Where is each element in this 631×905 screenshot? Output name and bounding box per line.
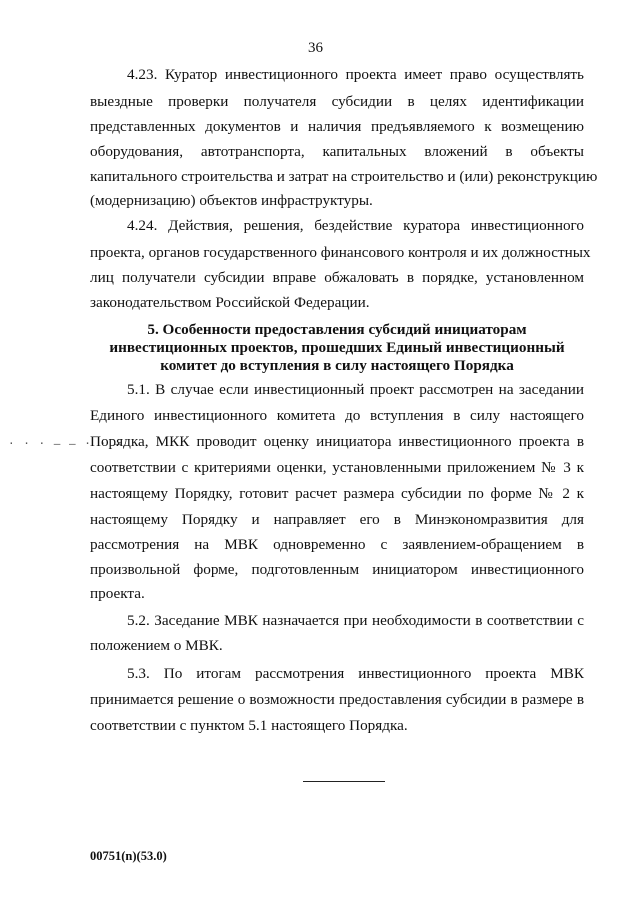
paragraph-5-3-line: соответствии с пунктом 5.1 настоящего Порядка. [90, 717, 408, 734]
paragraph-4-23-line: представленных документов и наличия предъявляемого к возмещению [90, 118, 584, 135]
scan-margin-mark: · · · — — · · — [8, 437, 123, 450]
paragraph-4-23-line: 4.23. Куратор инвестиционного проекта имеет право осуществлять [127, 66, 584, 83]
paragraph-5-1-line: соответствии с критериями оценки, установленными приложением № 3 к [90, 459, 584, 476]
paragraph-5-1-line: настоящему Порядку и направляет его в Минэкономразвития для [90, 511, 584, 528]
paragraph-5-3-line: 5.3. По итогам рассмотрения инвестиционного проекта МВК [127, 665, 584, 682]
paragraph-5-1-line: 5.1. В случае если инвестиционный проект рассмотрен на заседании [127, 381, 584, 398]
paragraph-5-1-line: Порядка, МКК проводит оценку инициатора инвестиционного проекта в [90, 433, 584, 450]
paragraph-5-2-line: положением о МВК. [90, 637, 223, 654]
document-code: 00751(n)(53.0) [90, 849, 167, 863]
paragraph-4-23-line: (модернизацию) объектов инфраструктуры. [90, 192, 373, 209]
paragraph-4-24-line: законодательством Российской Федерации. [90, 294, 370, 311]
paragraph-4-23-line: оборудования, автотранспорта, капитальных вложений в объекты [90, 143, 584, 160]
end-divider-line [303, 781, 385, 782]
paragraph-5-1-line: произвольной форме, подготовленным инициатором инвестиционного [90, 561, 584, 578]
paragraph-5-3-line: принимается решение о возможности предоставления субсидии в размере в [90, 691, 584, 708]
section-heading-line: инвестиционных проектов, прошедших Единый инвестиционный [109, 339, 565, 356]
paragraph-4-23-line: выездные проверки получателя субсидии в целях идентификации [90, 93, 584, 110]
page-number: 36 [308, 40, 323, 56]
paragraph-4-24-line: проекта, органов государственного финансового контроля и их должностных [90, 244, 591, 261]
paragraph-4-24-line: лиц получатели субсидии вправе обжаловать в порядке, установленном [90, 269, 584, 286]
paragraph-5-1-line: проекта. [90, 585, 145, 602]
paragraph-4-24-line: 4.24. Действия, решения, бездействие куратора инвестиционного [127, 217, 584, 234]
paragraph-5-2-line: 5.2. Заседание МВК назначается при необходимости в соответствии с [127, 612, 584, 629]
paragraph-5-1-line: рассмотрения на МВК одновременно с заявлением-обращением в [90, 536, 584, 553]
paragraph-4-23-line: капитального строительства и затрат на строительство и (или) реконструкцию [90, 168, 598, 185]
paragraph-5-1-line: настоящему Порядку, готовит расчет размера субсидии по форме № 2 к [90, 485, 584, 502]
paragraph-5-1-line: Единого инвестиционного комитета до вступления в силу настоящего [90, 407, 584, 424]
section-heading-line: 5. Особенности предоставления субсидий инициаторам [147, 321, 527, 338]
section-heading-line: комитет до вступления в силу настоящего Порядка [160, 357, 514, 374]
